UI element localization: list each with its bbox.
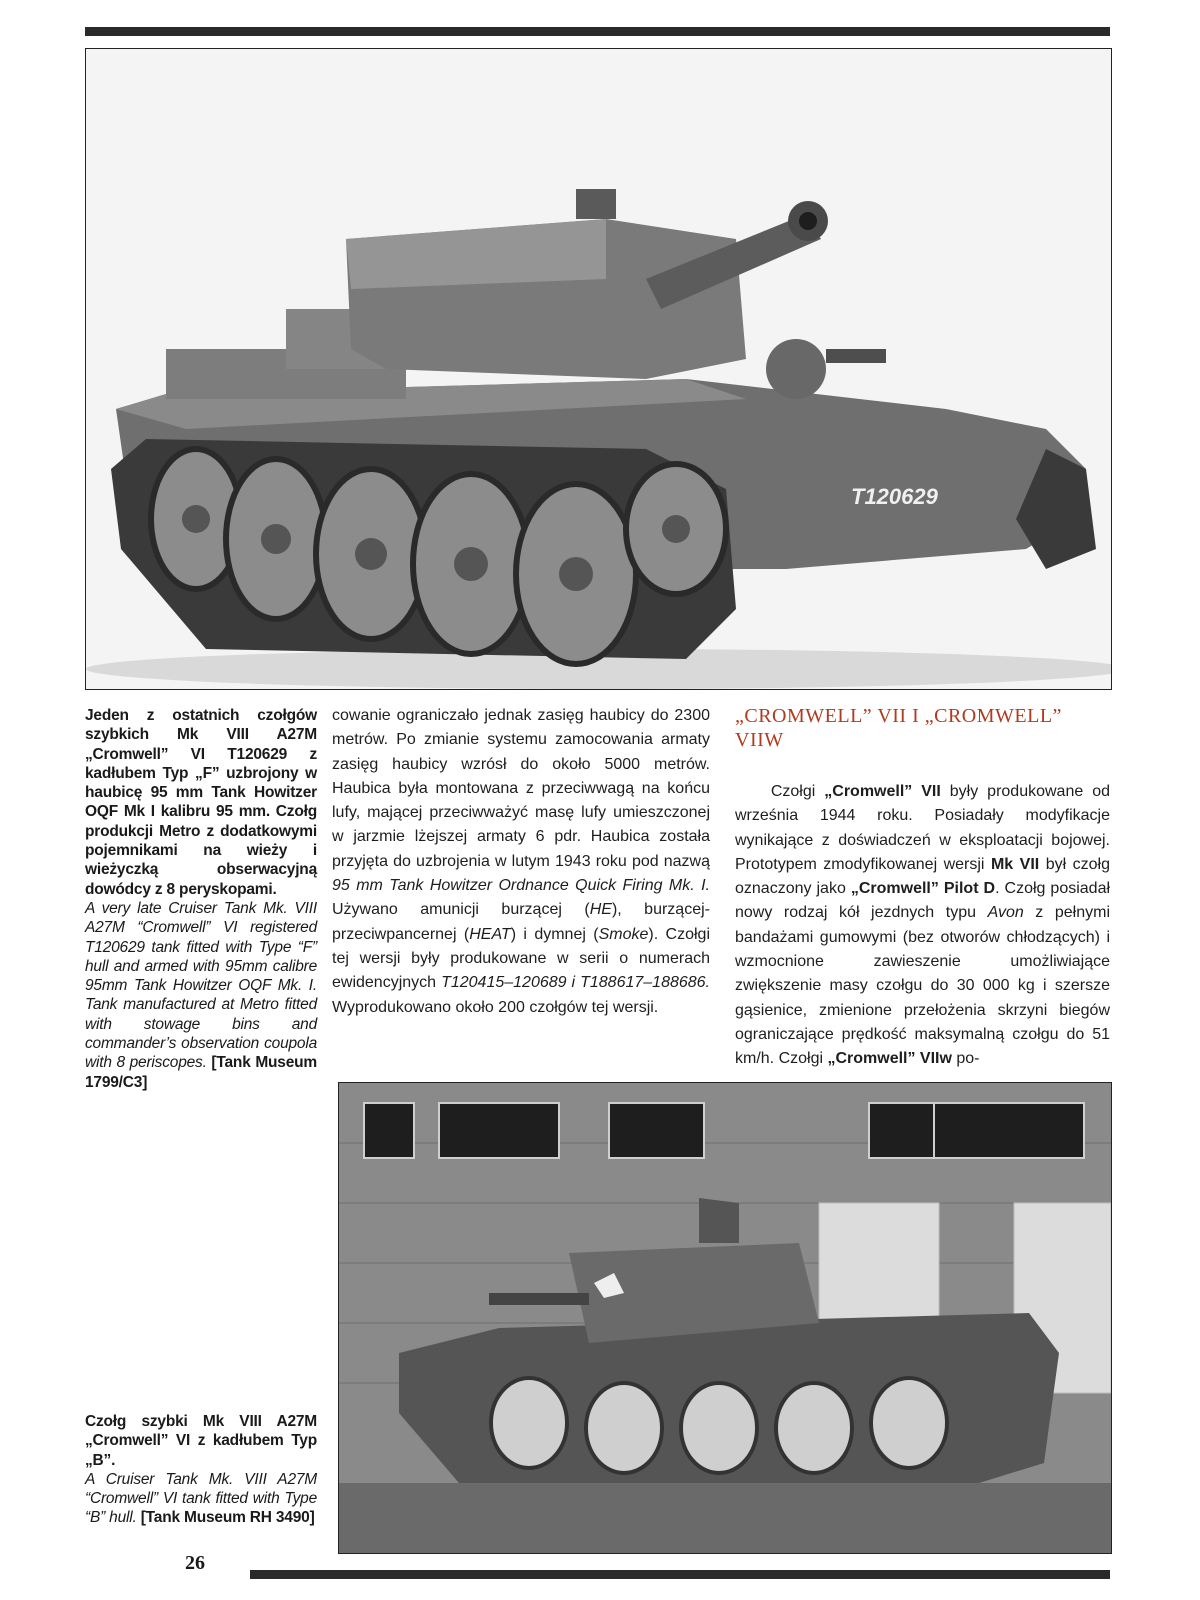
mid-text-3: ), burzącej-przeciwpancernej (	[332, 901, 710, 943]
mid-text-4: ) i dymnej (	[510, 925, 599, 943]
middle-text-column	[332, 704, 710, 1020]
mid-text-6: Wyprodukowano około 200 czołgów tej wersji.	[332, 998, 659, 1016]
right-text-5: z pełnymi bandażami gumowymi (bez otworów chłodzących) i wzmocnione zawieszenie umożliwiające zwiększenie masy czołgu do 30 000 kg i szersze gąsienice, zmienione przełożenia skrzyni biegów ograniczające prędkość maksymalną czołgu do 51 km/h. Czołgi	[735, 904, 1110, 1068]
right-bold-1: „Cromwell” VII	[824, 783, 941, 800]
mid-text-heat: HEAT	[469, 925, 511, 943]
caption2-source: [Tank Museum RH 3490]	[140, 1509, 315, 1527]
right-bold-4: „Cromwell” VIIw	[827, 1050, 952, 1068]
caption2-polish: Czołg szybki Mk VIII A27M „Cromwell” VI z kadłubem Typ „B”.	[85, 1413, 317, 1469]
caption1-polish: Jeden z ostatnich czołgów szybkich Mk VIII A27M „Cromwell” VI T120629 z kadłubem Typ „F” uzbrojony w haubicę 95 mm Tank Howitzer OQF Mk I kalibru 95 mm. Czołg produkcji Metro z dodatkowymi pojemnikami na wieży i wieżyczką obserwacyjną dowódcy z 8 peryskopami.	[85, 707, 317, 898]
tank-illustration-2	[339, 1083, 1111, 1553]
photo-caption-1	[85, 706, 317, 1092]
bottom-rule	[250, 1570, 1110, 1579]
page-number: 26	[185, 1552, 205, 1574]
caption1-english: A very late Cruiser Tank Mk. VIII A27M “Cromwell” VI registered T120629 tank fitted with Type “F” hull and armed with 95mm calibre 95mm Tank Howitzer OQF Mk. I. Tank manufactured at Metro fitted with stowage bins and commander’s observation coupola with 8 periscopes.	[85, 899, 317, 1072]
photo-caption-2	[85, 1412, 317, 1528]
caption2-english: A Cruiser Tank Mk. VIII A27M “Cromwell” VI tank fitted with Type “B” hull.	[85, 1470, 317, 1527]
mid-text-serials: T120415–120689 i T188617–188686.	[441, 974, 710, 992]
mid-text-he: HE	[589, 901, 612, 919]
right-text-6: po-	[951, 1050, 980, 1068]
right-italic-1: Avon	[987, 904, 1024, 922]
tank-illustration-1	[86, 49, 1111, 689]
caption1-source: [Tank Museum 1799/C3]	[85, 1054, 317, 1091]
tank-photo-1	[85, 48, 1112, 690]
registration-marking: T120629	[851, 484, 938, 509]
top-rule	[85, 27, 1110, 36]
tank-photo-2	[338, 1082, 1112, 1554]
mid-text-italic-name: 95 mm Tank Howitzer Ordnance Quick Firing Mk. I.	[332, 877, 710, 895]
mid-text-2: Używano amunicji burzącej (	[332, 901, 590, 919]
right-text-2: były produkowane od września 1944 roku. Posiadały modyfikacje wynikające z doświadczeń w eksploatacji bojowej. Prototypem zmodyfikowanej wersji	[735, 783, 1111, 873]
right-text-1: Czołgi	[770, 783, 825, 800]
mid-text-1: cowanie ograniczało jednak zasięg haubicy do 2300 metrów. Po zmianie systemu zamocowania armaty zasięg haubicy wzrósł do około 5000 metrów. Haubica była montowana z przeciwwagą na końcu lufy, mającej przeciwważyć masę lufy umieszczonej w jarzmie lżejszej armaty 6 pdr. Haubica została przyjęta do uzbrojenia w lutym 1943 roku pod nazwą	[332, 707, 710, 870]
right-bold-2: Mk VII	[990, 855, 1040, 873]
section-heading: „CROMWELL” VII I „CROMWELL” VIIW	[735, 705, 1062, 751]
right-text-3: był czołg oznaczony jako	[735, 855, 1110, 898]
mid-text-smoke: Smoke	[598, 925, 649, 943]
right-text-column	[735, 780, 1110, 1072]
right-bold-3: „Cromwell” Pilot D	[850, 880, 996, 898]
mid-text-5: ). Czołgi tej wersji były produkowane w serii o numerach ewidencyjnych	[332, 925, 711, 992]
right-text-4: . Czołg posiadał nowy rodzaj kół jezdnych typu	[735, 880, 1111, 922]
